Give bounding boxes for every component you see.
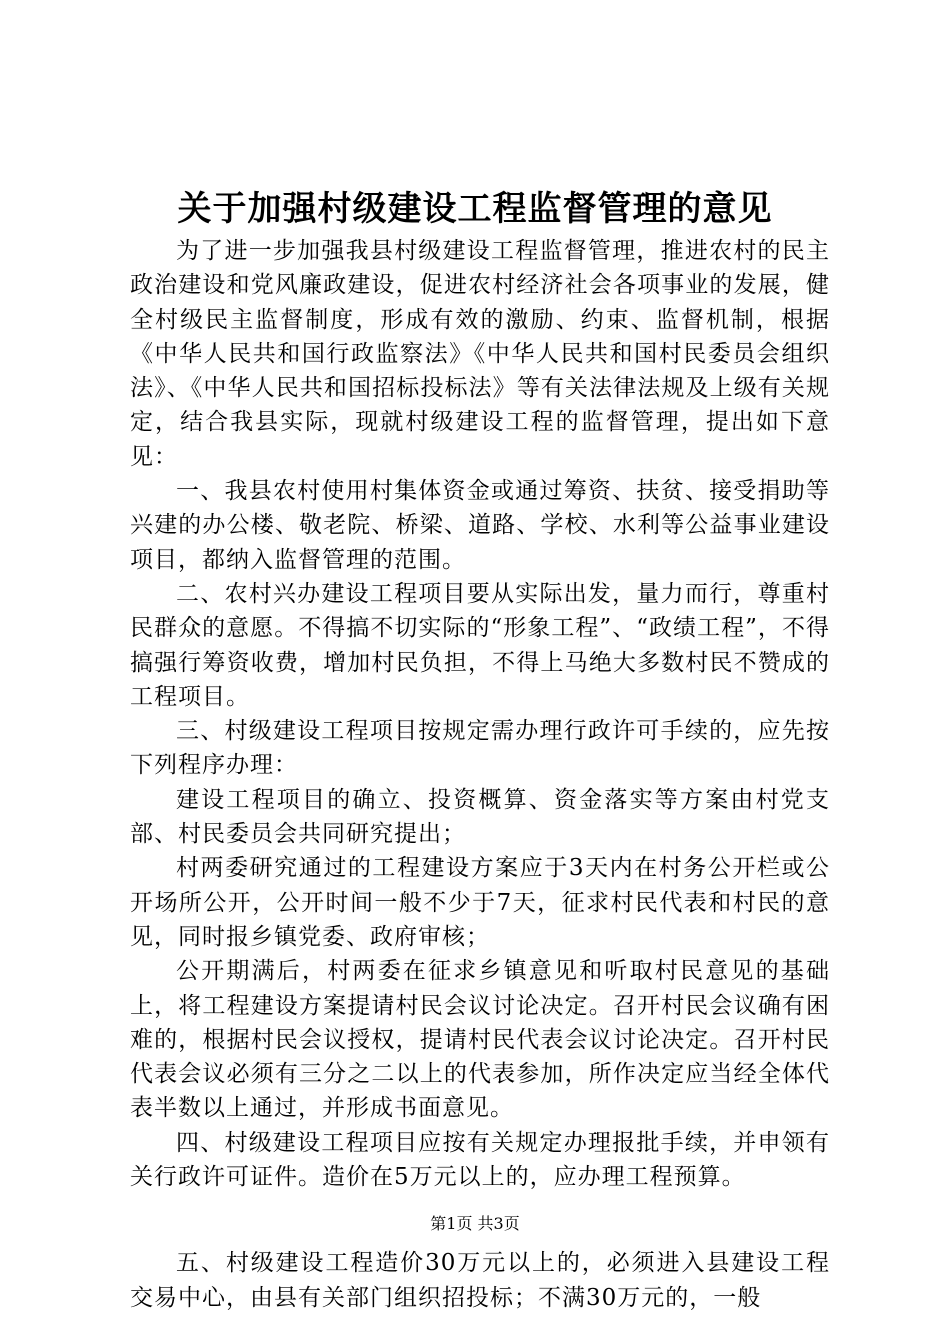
- paragraph-item-1: 一、我县农村使用村集体资金或通过筹资、扶贫、接受捐助等兴建的办公楼、敬老院、桥梁、道路、学校、水利等公益事业建设项目，都纳入监督管理的范围。: [130, 478, 830, 573]
- paragraph-step-1: 建设工程项目的确立、投资概算、资金落实等方案由村党支部、村民委员会共同研究提出；: [130, 786, 830, 848]
- paragraph-item-5: 五、村级建设工程造价30万元以上的，必须进入县建设工程交易中心，由县有关部门组织招投标；不满30万元的，一般: [130, 1250, 830, 1311]
- document-title: 关于加强村级建设工程监督管理的意见: [177, 189, 773, 229]
- paragraph-intro: 为了进一步加强我县村级建设工程监督管理，推进农村的民主政治建设和党风廉政建设，促进农村经济社会各项事业的发展，健全村级民主监督制度，形成有效的激励、约束、监督机制，根据《中华人民共和国行政监察法》《中华人民共和国村民委员会组织法》、《中华人民共和国招标投标法》等有关法律法规及上级有关规定，结合我县实际，现就村级建设工程的监督管理，提出如下意见：: [130, 238, 830, 470]
- paragraph-item-4: 四、村级建设工程项目应按有关规定办理报批手续，并申领有关行政许可证件。造价在5万元以上的，应办理工程预算。: [130, 1129, 830, 1191]
- paragraph-item-3: 三、村级建设工程项目按规定需办理行政许可手续的，应先按下列程序办理：: [130, 718, 830, 779]
- paragraph-item-2: 二、农村兴办建设工程项目要从实际出发，量力而行，尊重村民群众的意愿。不得搞不切实际的“形象工程”、“政绩工程”，不得搞强行筹资收费，增加村民负担，不得上马绝大多数村民不赞成的工程项目。: [130, 580, 830, 710]
- paragraph-step-2: 村两委研究通过的工程建设方案应于3天内在村务公开栏或公开场所公开，公开时间一般不少于7天，征求村民代表和村民的意见，同时报乡镇党委、政府审核；: [130, 855, 830, 950]
- page-number-footer: 第1页 共3页: [430, 1214, 520, 1233]
- document-body: [130, 234, 830, 1315]
- paragraph-step-3: 公开期满后，村两委在征求乡镇意见和听取村民意见的基础上，将工程建设方案提请村民会议讨论决定。召开村民会议确有困难的，根据村民会议授权，提请村民代表会议讨论决定。召开村民代表会议必须有三分之二以上的代表参加，所作决定应当经全体代表半数以上通过，并形成书面意见。: [130, 958, 830, 1122]
